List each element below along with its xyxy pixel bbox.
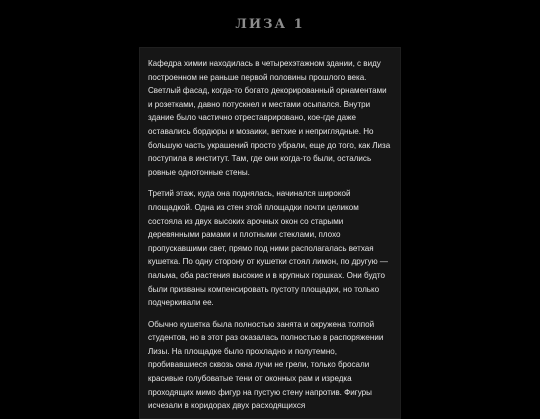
paragraph-3: Обычно кушетка была полностью занята и окружена толпой студентов, но в этот раз оказалась полностью в распоряжении Лизы. На площадке было прохладно и полутемно, пробивавшиеся сквозь окна лучи не грели, только бросали красивые голубоватые тени от оконных рам и изредка проходящих мимо фигур на пустую стену напротив. Фигуры исчезали в коридорах двух расходящихся <box>148 319 384 411</box>
chapter-text-card <box>139 47 401 419</box>
paragraph-1: Кафедра химии находилась в четырехэтажном здании, с виду построенном не раньше первой половины прошлого века. Светлый фасад, когда-то богато декорированный орнаментами и розетками, давно потускнел и местами осыпался. Внутри здание было частично отреставрировано, кое-где даже оставались бордюры и мозаики, ветхие и неприглядные. Но большую часть украшений просто убрали, еще до того, как Лиза поступила в институт. Там, где они когда-то были, остались ровные однотонные стены. <box>148 59 391 177</box>
chapter-title: ЛИЗА 1 <box>235 17 305 32</box>
paragraph-2: Третий этаж, куда она поднялась, начинался широкой площадкой. Одна из стен этой площадки почти целиком состояла из двух высоких арочных окон со старыми деревянными рамами и плотными стеклами, плохо пропускавшими свет, прямо под ними располагалась ветхая кушетка. По одну сторону от кушетки стоял лимон, по другую — пальма, оба растения высокие и в крупных горшках. Они будто были призваны компенсировать пустоту площадки, но только подчеркивали ее. <box>148 189 388 308</box>
